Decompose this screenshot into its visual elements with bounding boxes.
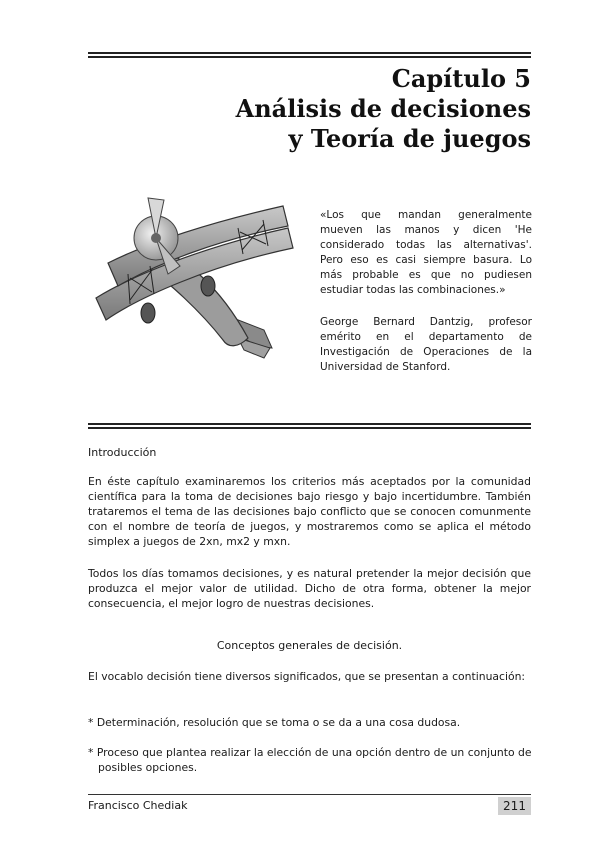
footer-rule [88,794,531,795]
intro-paragraph-2: Todos los días tomamos decisiones, y es natural pretender la mejor decisión que produzca el mejor valor de utilidad. Dicho de otra forma, obtener la mejor consecuencia, el mejor logro de nuestras decisiones. [88,567,531,610]
chapter-title [236,64,531,154]
chapter-title-line-3: y Teoría de juegos [288,124,531,153]
bullet-item-1: * Determinación, resolución que se toma o se da a una cosa dudosa. [88,716,461,729]
middle-double-rule [88,423,531,429]
subheading: Conceptos generales de decisión. [216,639,403,652]
section-title: Introducción [88,446,157,459]
biplane-illustration [88,188,303,388]
footer-author: Francisco Chediak [88,799,188,812]
chapter-title-line-1: Capítulo 5 [391,64,531,93]
top-double-rule [88,52,531,58]
chapter-title-line-2: Análisis de decisiones [235,94,531,123]
bullet-item-2: * Proceso que plantea realizar la elección de una opción dentro de un conjunto de posibles opciones. [88,746,532,774]
definition-paragraph: El vocablo decisión tiene diversos significados, que se presentan a continuación: [88,670,526,683]
epigraph-quote: «Los que mandan generalmente mueven las manos y dicen 'He considerado todas las alternativas'. Pero eso es casi siempre basura. Lo más probable es que no pudiesen estudiar todas las combinaciones.» [320,209,532,296]
epigraph-attribution: George Bernard Dantzig, profesor emérito en el departamento de Investigación de Operaciones de la Universidad de Stanford. [320,316,532,373]
intro-paragraph-1: En éste capítulo examinaremos los criterios más aceptados por la comunidad científica para la toma de decisiones bajo riesgo y bajo incertidumbre. También trataremos el tema de las decisiones bajo conflicto que se conocen comunmente con el nombre de teoría de juegos, y mostraremos como se aplica el método simplex a juegos de 2xn, mx2 y mxn. [88,475,531,548]
page-number: 211 [498,797,531,815]
